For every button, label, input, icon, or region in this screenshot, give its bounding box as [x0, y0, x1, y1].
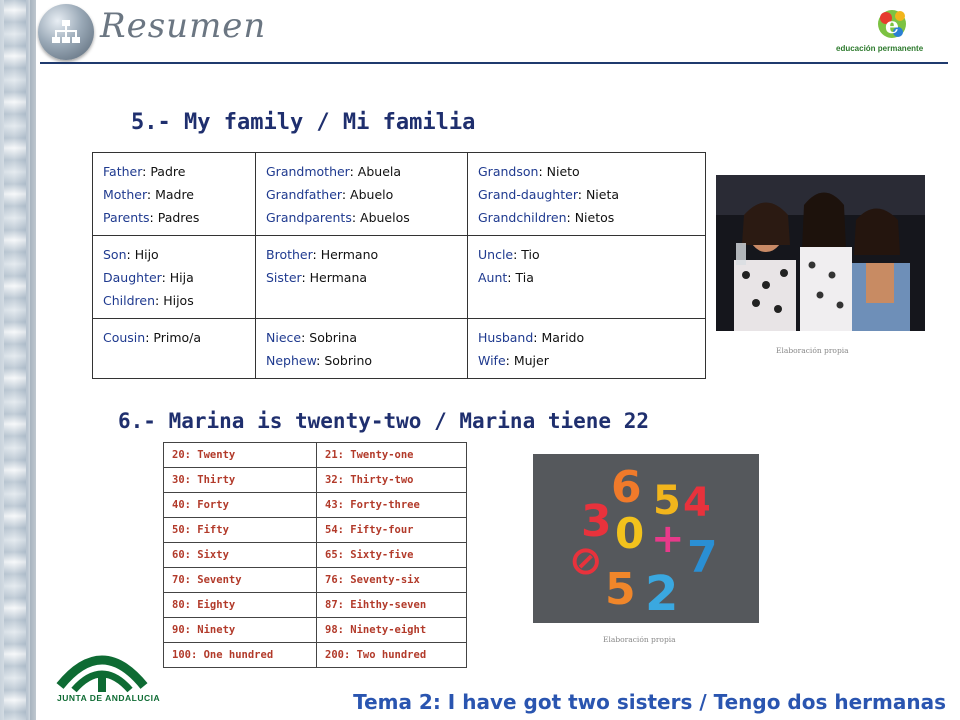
family-term: Cousin: Primo/a — [103, 330, 202, 345]
english-term: Grandparents — [266, 210, 352, 225]
rail-edge — [30, 0, 36, 720]
family-term: Grandson: Nieto — [478, 164, 580, 179]
spanish-term: Mujer — [513, 353, 549, 368]
numbers-table-row — [164, 493, 467, 518]
family-term: Grandparents: Abuelos — [266, 210, 410, 225]
svg-text:3: 3 — [581, 496, 612, 547]
family-term: Grandchildren: Nietos — [478, 210, 615, 225]
english-term: Grandchildren — [478, 210, 567, 225]
english-term: Cousin — [103, 330, 146, 345]
spanish-term: Nieta — [585, 187, 620, 202]
spanish-term: Marido — [541, 330, 585, 345]
spanish-term: Hijos — [163, 293, 194, 308]
numbers-table-row — [164, 643, 467, 668]
family-photo-caption: Elaboración propia — [776, 346, 849, 355]
rail-pattern — [4, 0, 26, 720]
family-term: Grandmother: Abuela — [266, 164, 402, 179]
family-table-cell — [468, 319, 706, 379]
family-term: Grandfather: Abuelo — [266, 187, 394, 202]
english-term: Daughter — [103, 270, 162, 285]
family-term: Nephew: Sobrino — [266, 353, 373, 368]
svg-text:e: e — [885, 13, 899, 39]
family-term: Niece: Sobrina — [266, 330, 357, 345]
number-cell: 60: Sixty — [164, 543, 317, 568]
family-photo — [716, 175, 925, 331]
magnetic-numbers-photo — [533, 454, 759, 623]
family-table-cell — [468, 153, 706, 236]
number-cell: 50: Fifty — [164, 518, 317, 543]
number-cell: 21: Twenty-one — [317, 443, 467, 468]
spanish-term: Nieto — [546, 164, 580, 179]
family-table-row — [93, 153, 706, 236]
svg-text:+: + — [651, 516, 685, 562]
number-cell: 200: Two hundred — [317, 643, 467, 668]
english-term: Father — [103, 164, 143, 179]
footer-title: Tema 2: I have got two sisters / Tengo dos hermanas — [353, 690, 946, 714]
number-cell: 54: Fifty-four — [317, 518, 467, 543]
family-table-cell — [256, 319, 468, 379]
english-term: Grandfather — [266, 187, 342, 202]
family-term: Children: Hijos — [103, 293, 194, 308]
spanish-term: Abuelo — [350, 187, 394, 202]
english-term: Grandson — [478, 164, 539, 179]
number-cell: 30: Thirty — [164, 468, 317, 493]
family-table-cell — [93, 236, 256, 319]
numbers-table — [163, 442, 467, 668]
family-table-cell — [256, 236, 468, 319]
numbers-table-row — [164, 618, 467, 643]
family-table-row — [93, 236, 706, 319]
family-term: Wife: Mujer — [478, 353, 549, 368]
english-term: Aunt — [478, 270, 508, 285]
number-cell: 80: Eighty — [164, 593, 317, 618]
family-term: Daughter: Hija — [103, 270, 194, 285]
spanish-term: Sobrino — [324, 353, 373, 368]
english-term: Sister — [266, 270, 302, 285]
family-term: Aunt: Tia — [478, 270, 534, 285]
family-table-cell — [93, 319, 256, 379]
english-term: Brother — [266, 247, 313, 262]
numbers-table-row — [164, 568, 467, 593]
english-term: Niece — [266, 330, 302, 345]
header-divider — [40, 62, 948, 64]
english-term: Uncle — [478, 247, 514, 262]
spanish-term: Sobrina — [309, 330, 357, 345]
english-term: Husband — [478, 330, 534, 345]
family-term: Uncle: Tio — [478, 247, 540, 262]
family-term: Parents: Padres — [103, 210, 200, 225]
english-term: Son — [103, 247, 127, 262]
svg-text:2: 2 — [645, 566, 679, 622]
spanish-term: Padres — [157, 210, 200, 225]
english-term: Grand-daughter — [478, 187, 578, 202]
svg-text:7: 7 — [687, 532, 718, 583]
network-icon — [38, 4, 94, 60]
family-section-title: 5.- My family / Mi familia — [131, 110, 476, 135]
family-term: Husband: Marido — [478, 330, 585, 345]
number-cell: 65: Sixty-five — [317, 543, 467, 568]
numbers-table-row — [164, 468, 467, 493]
family-term: Brother: Hermano — [266, 247, 379, 262]
number-cell: 32: Thirty-two — [317, 468, 467, 493]
junta-logo-text: JUNTA DE ANDALUCIA — [57, 693, 161, 703]
page-title: Resumen — [100, 6, 267, 46]
numbers-section-title: 6.- Marina is twenty-two / Marina tiene 22 — [118, 409, 650, 433]
english-term: Grandmother — [266, 164, 350, 179]
number-cell: 100: One hundred — [164, 643, 317, 668]
spanish-term: Nietos — [574, 210, 615, 225]
english-term: Parents — [103, 210, 150, 225]
numbers-table-row — [164, 443, 467, 468]
english-term: Wife — [478, 353, 506, 368]
english-term: Mother — [103, 187, 147, 202]
spanish-term: Tia — [515, 270, 534, 285]
number-cell: 87: Eihthy-seven — [317, 593, 467, 618]
spanish-term: Padre — [150, 164, 186, 179]
numbers-photo-caption: Elaboración propia — [603, 635, 676, 644]
spanish-term: Primo/a — [153, 330, 202, 345]
family-table-cell — [468, 236, 706, 319]
spanish-term: Hermana — [309, 270, 368, 285]
svg-text:4: 4 — [683, 480, 711, 526]
family-table-cell — [256, 153, 468, 236]
svg-text:0: 0 — [615, 509, 645, 558]
number-cell: 40: Forty — [164, 493, 317, 518]
svg-text:5: 5 — [653, 478, 681, 524]
number-cell: 20: Twenty — [164, 443, 317, 468]
spanish-term: Tio — [521, 247, 540, 262]
spanish-term: Hija — [169, 270, 194, 285]
family-table-cell — [93, 153, 256, 236]
brand-caption: educación permanente — [836, 44, 924, 53]
english-term: Children — [103, 293, 156, 308]
family-term: Father: Padre — [103, 164, 186, 179]
spanish-term: Abuela — [357, 164, 402, 179]
spanish-term: Hijo — [134, 247, 159, 262]
number-cell: 90: Ninety — [164, 618, 317, 643]
number-cell: 70: Seventy — [164, 568, 317, 593]
number-cell: 43: Forty-three — [317, 493, 467, 518]
numbers-table-row — [164, 543, 467, 568]
svg-text:5: 5 — [605, 564, 636, 615]
svg-text:6: 6 — [611, 462, 642, 513]
family-term: Son: Hijo — [103, 247, 159, 262]
svg-text:⊘: ⊘ — [569, 538, 603, 584]
number-cell: 76: Seventy-six — [317, 568, 467, 593]
spanish-term: Hermano — [320, 247, 379, 262]
spanish-term: Madre — [155, 187, 194, 202]
number-cell: 98: Ninety-eight — [317, 618, 467, 643]
family-term: Sister: Hermana — [266, 270, 368, 285]
family-table-row — [93, 319, 706, 379]
spanish-term: Abuelos — [360, 210, 410, 225]
family-term: Grand-daughter: Nieta — [478, 187, 620, 202]
numbers-table-row — [164, 593, 467, 618]
family-term: Mother: Madre — [103, 187, 194, 202]
english-term: Nephew — [266, 353, 317, 368]
numbers-table-row — [164, 518, 467, 543]
left-decorative-rail — [0, 0, 36, 720]
family-vocabulary-table — [92, 152, 706, 379]
